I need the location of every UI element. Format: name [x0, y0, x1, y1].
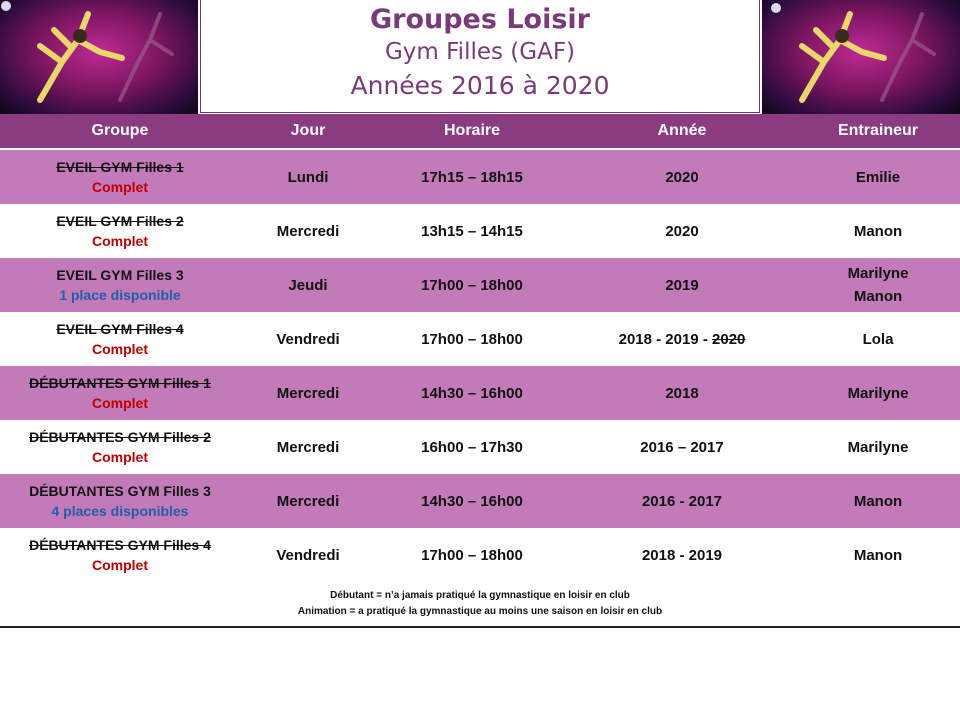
group-name: EVEIL GYM Filles 2: [56, 213, 184, 229]
group-cell: [0, 204, 240, 258]
table-row: [0, 474, 960, 528]
page-years: Années 2016 à 2020: [350, 71, 610, 100]
day-cell: Mercredi: [240, 204, 376, 258]
coach-name: Manon: [853, 546, 903, 564]
table-row: [0, 149, 960, 204]
group-cell: [0, 528, 240, 582]
title-box: [200, 0, 760, 113]
year-cell: 2019: [568, 258, 796, 312]
column-header-group: Groupe: [0, 114, 240, 149]
group-name: DÉBUTANTES GYM Filles 2: [29, 429, 211, 445]
coach-cell: [796, 204, 960, 258]
coach-cell: [796, 420, 960, 474]
year-value: 2018 - 2019 -: [618, 330, 713, 348]
schedule-table: [0, 114, 960, 582]
group-name: DÉBUTANTES GYM Filles 3: [29, 483, 211, 499]
year-cell: 2018 - 2019: [568, 528, 796, 582]
group-cell: [0, 258, 240, 312]
coach-name: Marilyne: [847, 265, 909, 282]
status-badge: 4 places disponibles: [51, 503, 189, 519]
group-name: EVEIL GYM Filles 1: [56, 159, 184, 175]
time-cell: 16h00 – 17h30: [376, 420, 568, 474]
coach-cell: [796, 528, 960, 582]
table-row: [0, 258, 960, 312]
table-row: [0, 420, 960, 474]
time-cell: 14h30 – 16h00: [376, 366, 568, 420]
time-cell: 14h30 – 16h00: [376, 474, 568, 528]
coach-cell: [796, 312, 960, 366]
note-debutant: Débutant = n’a jamais pratiqué la gymnastique en loisir en club: [330, 590, 630, 601]
group-name: DÉBUTANTES GYM Filles 4: [29, 537, 211, 553]
year-cell: 2020: [568, 149, 796, 204]
group-name: EVEIL GYM Filles 4: [56, 321, 184, 337]
column-header-year: Année: [568, 114, 796, 149]
coach-cell: [796, 474, 960, 528]
page-title: Groupes Loisir: [369, 4, 590, 35]
year-cell: 2016 – 2017: [568, 420, 796, 474]
coach-name: Manon: [853, 492, 903, 510]
time-cell: 17h00 – 18h00: [376, 528, 568, 582]
coach-cell: [796, 366, 960, 420]
table-row: [0, 528, 960, 582]
note-animation: Animation = a pratiqué la gymnastique au moins une saison en loisir en club: [297, 606, 663, 617]
group-cell: [0, 149, 240, 204]
day-cell: Mercredi: [240, 474, 376, 528]
time-cell: 17h15 – 18h15: [376, 149, 568, 204]
time-cell: 13h15 – 14h15: [376, 204, 568, 258]
day-cell: Jeudi: [240, 258, 376, 312]
table-header-row: [0, 114, 960, 149]
gymnast-image-left: [0, 0, 198, 114]
group-cell: [0, 312, 240, 366]
column-header-time: Horaire: [376, 114, 568, 149]
status-badge: Complet: [92, 179, 148, 195]
day-cell: Vendredi: [240, 312, 376, 366]
group-name: DÉBUTANTES GYM Filles 1: [29, 375, 211, 391]
status-badge: Complet: [92, 233, 148, 249]
coach-name: Marilyne: [847, 384, 909, 402]
year-cell: 2016 - 2017: [568, 474, 796, 528]
day-cell: Vendredi: [240, 528, 376, 582]
table-row: [0, 366, 960, 420]
status-badge: Complet: [92, 449, 148, 465]
status-badge: Complet: [92, 557, 148, 573]
coach-name: Lola: [862, 330, 894, 348]
coach-name: Manon: [853, 222, 903, 240]
day-cell: Mercredi: [240, 420, 376, 474]
column-header-coach: Entraineur: [796, 114, 960, 149]
status-badge: Complet: [92, 395, 148, 411]
header-banner: [0, 0, 960, 114]
year-cell: 2020: [568, 204, 796, 258]
status-badge: Complet: [92, 341, 148, 357]
year-cell: 2018: [568, 366, 796, 420]
status-badge: 1 place disponible: [59, 287, 181, 303]
group-cell: [0, 366, 240, 420]
table-row: [0, 312, 960, 366]
year-value-struck: 2020: [712, 330, 746, 348]
group-name: EVEIL GYM Filles 3: [56, 267, 184, 283]
column-header-day: Jour: [240, 114, 376, 149]
gymnast-image-right: [762, 0, 960, 114]
coach-name: Marilyne: [847, 438, 909, 456]
table-row: [0, 204, 960, 258]
group-cell: [0, 474, 240, 528]
footnotes: [0, 580, 960, 628]
coach-cell: [796, 258, 960, 312]
coach-name: Emilie: [855, 168, 901, 186]
year-cell: [568, 312, 796, 366]
day-cell: Lundi: [240, 149, 376, 204]
coach-name: Manon: [853, 288, 903, 305]
page-subtitle: Gym Filles (GAF): [384, 39, 576, 65]
time-cell: 17h00 – 18h00: [376, 312, 568, 366]
coach-cell: [796, 149, 960, 204]
group-cell: [0, 420, 240, 474]
time-cell: 17h00 – 18h00: [376, 258, 568, 312]
day-cell: Mercredi: [240, 366, 376, 420]
